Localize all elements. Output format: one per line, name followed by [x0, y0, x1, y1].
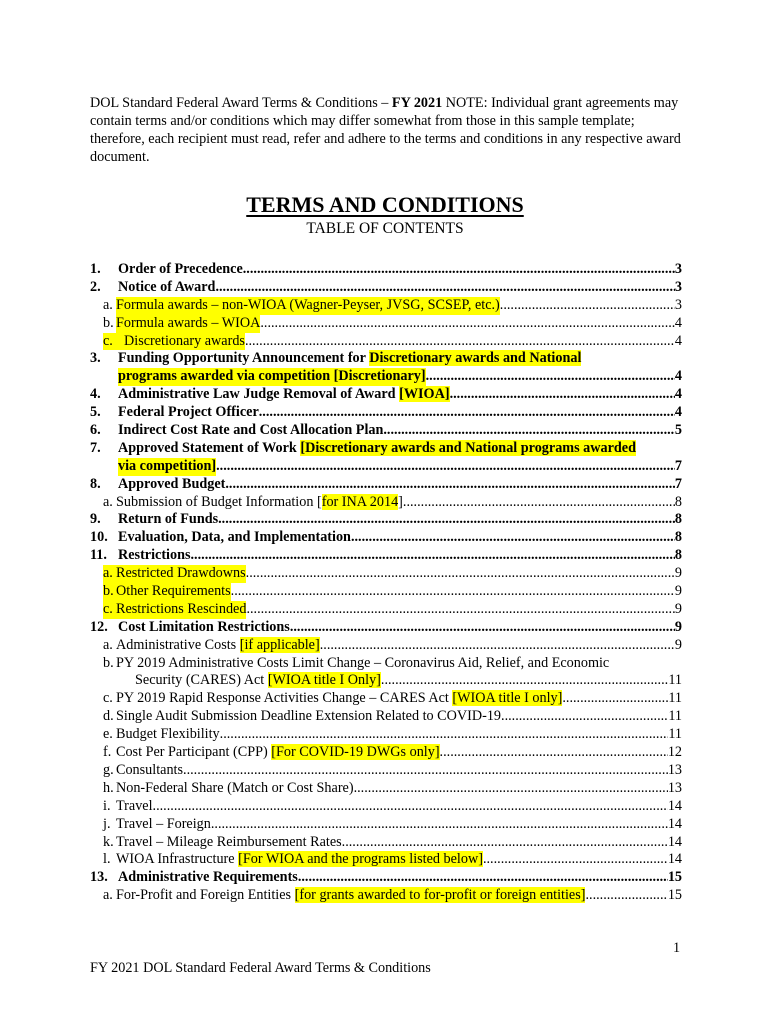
page-footer: FY 2021 DOL Standard Federal Award Terms & Conditions: [90, 960, 431, 976]
toc-entry[interactable]: 13. Administrative Requirements ..... 15: [90, 869, 682, 887]
toc-subentry[interactable]: b. Other Requirements ..... 9: [90, 583, 682, 601]
toc-subentry[interactable]: h. Non-Federal Share (Match or Cost Share) ..... 13: [90, 780, 682, 798]
toc-subentry[interactable]: j. Travel – Foreign ..... 14: [90, 816, 682, 834]
toc-entry-continued[interactable]: via competition] ..... 7: [90, 458, 682, 476]
toc-entry[interactable]: 3. Funding Opportunity Announcement for Discretionary awards and National: [90, 350, 582, 367]
toc-entry[interactable]: 11. Restrictions ..... 8: [90, 547, 682, 565]
toc-subentry[interactable]: l. WIOA Infrastructure [For WIOA and the programs listed below] ..... 14: [90, 851, 682, 869]
toc-entry[interactable]: 9. Return of Funds ..... 8: [90, 511, 682, 529]
toc-entry[interactable]: 6. Indirect Cost Rate and Cost Allocation Plan ..... 5: [90, 422, 682, 440]
toc-subentry[interactable]: g. Consultants ..... 13: [90, 762, 682, 780]
toc-subentry[interactable]: e. Budget Flexibility ..... 11: [90, 726, 682, 744]
toc-entry[interactable]: 5. Federal Project Officer ..... 4: [90, 404, 682, 422]
toc-entry[interactable]: 10. Evaluation, Data, and Implementation ..... 8: [90, 529, 682, 547]
toc-entry[interactable]: 2. Notice of Award ..... 3: [90, 279, 682, 297]
toc-entry[interactable]: 4. Administrative Law Judge Removal of Award [WIOA] ..... 4: [90, 386, 682, 404]
toc-subentry-continued[interactable]: Security (CARES) Act [WIOA title I Only] ..... 11: [90, 672, 682, 690]
toc-entry-continued[interactable]: programs awarded via competition [Discretionary] ..... 4: [90, 368, 682, 386]
toc-subentry[interactable]: c. Restrictions Rescinded ..... 9: [90, 601, 682, 619]
table-of-contents: [90, 261, 682, 905]
toc-subentry[interactable]: a. Administrative Costs [if applicable] ..... 9: [90, 637, 682, 655]
toc-entry[interactable]: 1. Order of Precedence ..... 3: [90, 261, 682, 279]
page-number: 1: [673, 940, 681, 956]
toc-heading: TABLE OF CONTENTS: [306, 220, 464, 237]
toc-subentry[interactable]: b. PY 2019 Administrative Costs Limit Change – Coronavirus Aid, Relief, and Economic: [103, 654, 610, 671]
toc-subentry[interactable]: a. Formula awards – non-WIOA (Wagner-Peyser, JVSG, SCSEP, etc.) ..... 3: [90, 297, 682, 315]
toc-entry[interactable]: 7. Approved Statement of Work [Discretionary awards and National programs awarded: [90, 439, 636, 456]
toc-subentry[interactable]: a. For-Profit and Foreign Entities [for grants awarded to for-profit or foreign entities] ..... 15: [90, 887, 682, 905]
toc-subentry[interactable]: c. Discretionary awards ..... 4: [90, 333, 682, 351]
toc-subentry[interactable]: f. Cost Per Participant (CPP) [For COVID-19 DWGs only] ..... 12: [90, 744, 682, 762]
toc-subentry[interactable]: k. Travel – Mileage Reimbursement Rates ..... 14: [90, 834, 682, 852]
toc-subentry[interactable]: i. Travel ..... 14: [90, 798, 682, 816]
toc-subentry[interactable]: b. Formula awards – WIOA ..... 4: [90, 315, 682, 333]
toc-entry[interactable]: 12. Cost Limitation Restrictions ..... 9: [90, 619, 682, 637]
toc-subentry[interactable]: a. Submission of Budget Information [for INA 2014] ..... 8: [90, 494, 682, 512]
toc-entry[interactable]: 8. Approved Budget ..... 7: [90, 476, 682, 494]
toc-subentry[interactable]: a. Restricted Drawdowns ..... 9: [90, 565, 682, 583]
document-title: TERMS AND CONDITIONS: [246, 192, 524, 217]
toc-subentry[interactable]: d. Single Audit Submission Deadline Extension Related to COVID-19 ..... 11: [90, 708, 682, 726]
toc-subentry[interactable]: c. PY 2019 Rapid Response Activities Change – CARES Act [WIOA title I only] ..... 11: [90, 690, 682, 708]
intro-note: DOL Standard Federal Award Terms & Conditions – FY 2021 NOTE: Individual grant agreements may contain terms and/or conditions which may differ somewhat from those in this sample template; therefore, each recipient must read, refer and adhere to the terms and conditions in any respective award document.: [90, 95, 681, 165]
